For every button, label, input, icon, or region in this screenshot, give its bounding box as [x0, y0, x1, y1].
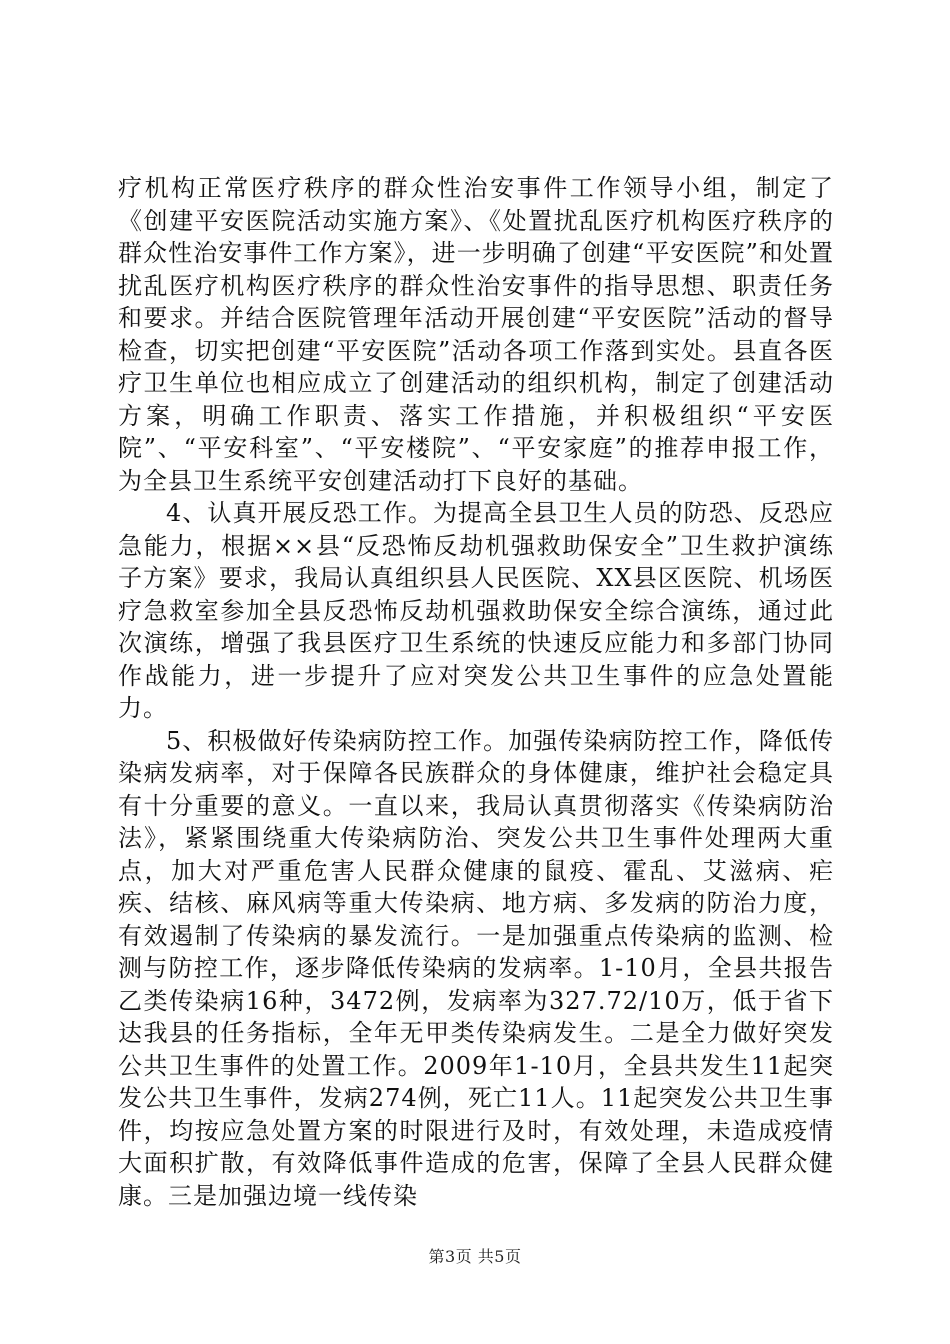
page-number-footer: 第3页 共5页 [428, 1247, 522, 1266]
paragraph-infectious-disease: 5、积极做好传染病防控工作。加强传染病防控工作，降低传染病发病率，对于保障各民族群众的身体健康，维护社会稳定具有十分重要的意义。一直以来，我局认真贯彻落实《传染病防治法》，紧紧围绕重大传染病防治、突发公共卫生事件处理两大重点，加大对严重危害人民群众健康的鼠疫、霍乱、艾滋病、疟疾、结核、麻风病等重大传染病、地方病、多发病的防治力度，有效遏制了传染病的暴发流行。一是加强重点传染病的监测、检测与防控工作，逐步降低传染病的发病率。1-10月，全县共报告乙类传染病16种，3472例，发病率为327.72/10万，低于省下达我县的任务指标，全年无甲类传染病发生。二是全力做好突发公共卫生事件的处置工作。2009年1-10月，全县共发生11起突发公共卫生事件，发病274例，死亡11人。11起突发公共卫生事件，均按应急处置方案的时限进行及时，有效处理，未造成疫情大面积扩散，有效降低事件造成的危害，保障了全县人民群众健康。三是加强边境一线传染 [118, 726, 834, 1210]
paragraph-anti-terrorism: 4、认真开展反恐工作。为提高全县卫生人员的防恐、反恐应急能力，根据××县“反恐怖反劫机强救助保安全”卫生救护演练子方案》要求，我局认真组织县人民医院、XX县区医院、机场医疗急救室参加全县反恐怖反劫机强救助保安全综合演练，通过此次演练，增强了我县医疗卫生系统的快速反应能力和多部门协同作战能力，进一步提升了应对突发公共卫生事件的应急处置能力。 [118, 499, 834, 722]
document-body [118, 172, 834, 1212]
paragraph-continuation: 疗机构正常医疗秩序的群众性治安事件工作领导小组，制定了《创建平安医院活动实施方案》、《处置扰乱医疗机构医疗秩序的群众性治安事件工作方案》，进一步明确了创建“平安医院”和处置扰乱医疗机构医疗秩序的群众性治安事件的指导思想、职责任务和要求。并结合医院管理年活动开展创建“平安医院”活动的督导检查，切实把创建“平安医院”活动各项工作落到实处。县直各医疗卫生单位也相应成立了创建活动的组织机构，制定了创建活动方案，明确工作职责、落实工作措施，并积极组织“平安医院”、“平安科室”、“平安楼院”、“平安家庭”的推荐申报工作，为全县卫生系统平安创建活动打下良好的基础。 [118, 174, 834, 495]
